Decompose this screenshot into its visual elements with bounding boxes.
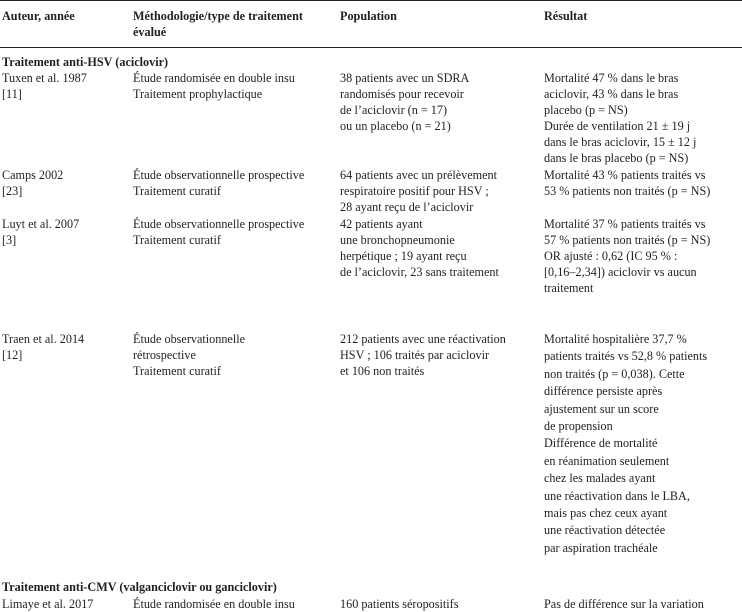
cell-author: Luyt et al. 2007 [3] — [2, 217, 80, 247]
table-row — [0, 70, 742, 166]
cell-result: Mortalité 47 % dans le bras aciclovir, 43 % dans le bras placebo (p = NS) Durée de ventilation 21 ± 19 j dans le bras aciclovir, 15 ± 12 j dans le bras placebo (p = NS) — [544, 71, 697, 165]
cell-author: Camps 2002 [23] — [2, 168, 64, 198]
cell-method: Étude observationnelle rétrospective Traitement curatif — [133, 332, 246, 378]
table-header — [0, 1, 742, 47]
cell-result: Pas de différence sur la variation — [544, 597, 704, 611]
header-method: Méthodologie/type de traitement évalué — [133, 9, 303, 39]
cell-author: Tuxen et al. 1987 [11] — [2, 71, 87, 101]
cell-method: Étude observationnelle prospective Traitement curatif — [133, 217, 305, 247]
section-title-hsv: Traitement anti-HSV (aciclovir) — [2, 55, 169, 69]
cell-result: Mortalité hospitalière 37,7 % patients traités vs 52,8 % patients non traités (p = 0,038). Cette différence persiste après ajustement sur un score de propension Différence de mortalité en réanimation seulement chez les malades ayant une réactivation dans le LBA, mais pas chez ceux ayant une réactivation détectée par aspiration trachéale — [544, 332, 708, 555]
table-row — [0, 596, 742, 612]
table-row — [0, 167, 742, 215]
cell-method: Étude randomisée en double insu — [133, 597, 295, 611]
cell-population: 38 patients avec un SDRA randomisés pour recevoir de l’aciclovir (n = 17) ou un placebo (n = 21) — [340, 71, 470, 133]
cell-result: Mortalité 43 % patients traités vs 53 % patients non traités (p = NS) — [544, 168, 711, 198]
table-row — [0, 216, 742, 296]
header-rule — [0, 47, 742, 48]
cell-method: Étude observationnelle prospective Traitement curatif — [133, 168, 305, 198]
header-population: Population — [340, 9, 397, 23]
header-result: Résultat — [544, 9, 588, 23]
cell-population: 64 patients avec un prélèvement respiratoire positif pour HSV ; 28 ayant reçu de l’aciclovir — [340, 168, 498, 214]
cell-population: 212 patients avec une réactivation HSV ; 106 traités par aciclovir et 106 non traités — [340, 332, 506, 378]
cell-population: 160 patients séropositifs — [340, 597, 459, 611]
cell-author: Traen et al. 2014 [12] — [2, 332, 85, 362]
header-author: Auteur, année — [2, 9, 75, 23]
cell-method: Étude randomisée en double insu Traitement prophylactique — [133, 71, 295, 101]
cell-author: Limaye et al. 2017 — [2, 597, 94, 611]
cell-population: 42 patients ayant une bronchopneumonie herpétique ; 19 ayant reçu de l’aciclovir, 23 sans traitement — [340, 217, 499, 279]
table-row — [0, 331, 742, 555]
cell-result: Mortalité 37 % patients traités vs 57 % patients non traités (p = NS) OR ajusté : 0,62 (IC 95 % : [0,16–2,34]) aciclovir vs aucun traitement — [544, 217, 711, 295]
section-title-cmv: Traitement anti-CMV (valganciclovir ou ganciclovir) — [2, 580, 277, 594]
